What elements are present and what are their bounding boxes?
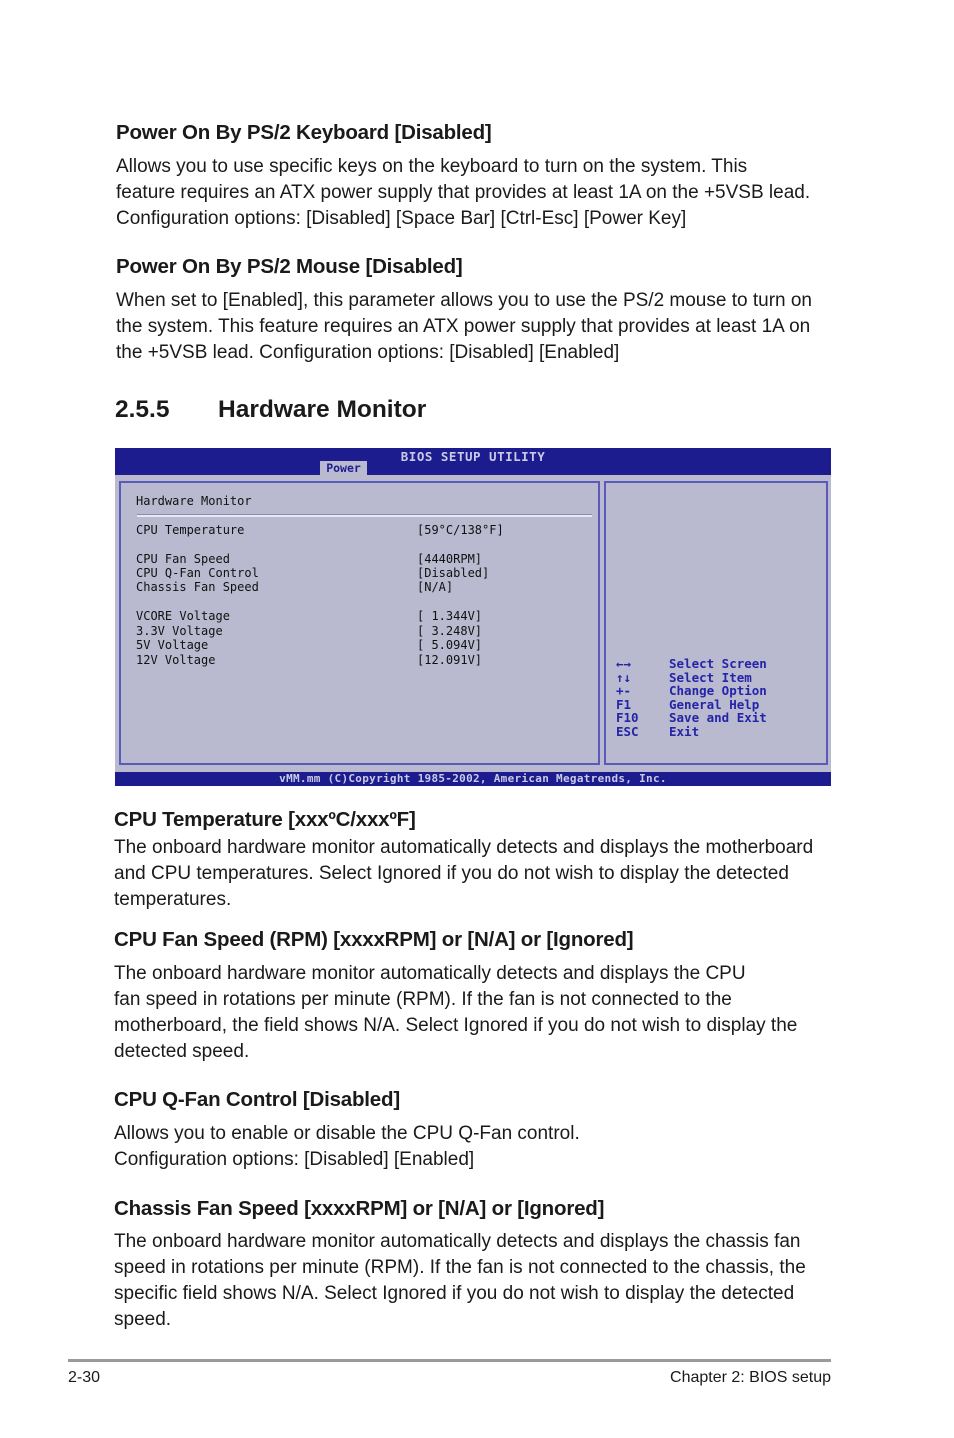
bios-row-value: [12.091V] [417,653,483,667]
bios-key-esc: ESC [616,724,639,739]
item-heading-chassis-fan: Chassis Fan Speed [xxxxRPM] or [N/A] or [Ignored] [114,1197,605,1220]
section-title [115,396,426,424]
paragraph-chassis-fan [114,1229,806,1333]
bios-title: BIOS SETUP UTILITY [400,449,546,464]
item-heading-cpu-qfan: CPU Q-Fan Control [Disabled] [114,1088,400,1111]
bios-copyright: vMM.mm (C)Copyright 1985-2002, American Megatrends, Inc. [279,772,667,785]
bios-row-label[interactable]: 3.3V Voltage [136,624,223,638]
footer-divider [68,1359,831,1362]
bios-row-label[interactable]: CPU Fan Speed [136,552,230,566]
paragraph-line: Allows you to enable or disable the CPU Q-Fan control. [114,1123,580,1144]
bios-settings-panel [119,481,600,765]
paragraph-line: detected speed. [114,1041,250,1062]
paragraph-cpu-temperature [114,835,813,913]
bios-row-label[interactable]: CPU Temperature [136,523,245,537]
paragraph-line: The onboard hardware monitor automatically detects and displays the chassis fan [114,1231,801,1252]
up-down-arrows-icon: ↑↓ [616,670,632,685]
paragraph-line: speed in rotations per minute (RPM). If the fan is not connected to the chassis, the [114,1257,806,1278]
plus-minus-icon: +- [616,683,632,698]
paragraph-line: feature requires an ATX power supply that provides at least 1A on the +5VSB lead. [116,182,811,203]
paragraph-line: When set to [Enabled], this parameter allows you to use the PS/2 mouse to turn on [116,290,812,311]
bios-status-bar [115,772,831,786]
bios-key-f1: F1 [616,697,632,712]
paragraph-line: and CPU temperatures. Select Ignored if you do not wish to display the detected [114,863,789,884]
bios-key-action: Exit [669,724,700,739]
bios-row-label[interactable]: CPU Q-Fan Control [136,566,259,580]
bios-screen [115,448,831,786]
bios-key-action: Select Item [669,670,752,685]
bios-row-value: [ 5.094V] [417,638,483,652]
bios-title-bar [115,448,831,475]
paragraph-ps2-mouse [116,288,812,366]
paragraph-line: temperatures. [114,889,232,910]
bios-key-action: Save and Exit [669,710,767,725]
bios-key-action: General Help [669,697,760,712]
bios-tab-power[interactable]: Power [320,461,367,475]
bios-row-value: [Disabled] [417,566,490,580]
paragraph-line: speed. [114,1309,172,1330]
bios-row-value: [ 1.344V] [417,609,483,623]
bios-row-label[interactable]: Chassis Fan Speed [136,580,259,594]
paragraph-line: the +5VSB lead. Configuration options: [Disabled] [Enabled] [116,342,620,363]
section-heading-ps2-mouse: Power On By PS/2 Mouse [Disabled] [116,255,463,278]
bios-key-f10: F10 [616,710,639,725]
paragraph-line: the system. This feature requires an ATX power supply that provides at least 1A on [116,316,811,337]
paragraph-line: Configuration options: [Disabled] [Space Bar] [Ctrl-Esc] [Power Key] [116,208,687,229]
bios-panel-divider [137,514,592,517]
bios-row-value: [59°C/138°F] [417,523,504,537]
paragraph-line: specific field shows N/A. Select Ignored if you do not wish to display the detected [114,1283,795,1304]
paragraph-line: Allows you to use specific keys on the keyboard to turn on the system. This [116,156,748,177]
section-number: 2.5.5 [115,396,170,423]
bios-row-value: [ 3.248V] [417,624,483,638]
chapter-label: Chapter 2: BIOS setup [670,1369,831,1386]
bios-key-action: Select Screen [669,656,767,671]
paragraph-line: The onboard hardware monitor automatically detects and displays the CPU [114,963,746,984]
item-heading-cpu-temperature: CPU Temperature [xxxºC/xxxºF] [114,808,416,831]
paragraph-cpu-qfan [114,1121,580,1173]
bios-row-value: [4440RPM] [417,552,483,566]
paragraph-ps2-keyboard [116,154,810,232]
paragraph-line: The onboard hardware monitor automatically detects and displays the motherboard [114,837,814,858]
page-number: 2-30 [68,1369,101,1386]
bios-help-panel [604,481,828,765]
item-heading-cpu-fan-speed: CPU Fan Speed (RPM) [xxxxRPM] or [N/A] or [Ignored] [114,928,634,951]
left-right-arrows-icon: ←→ [616,656,632,671]
bios-body [115,475,831,772]
section-title-text: Hardware Monitor [218,396,427,423]
bios-panel-heading: Hardware Monitor [136,494,252,508]
bios-row-label[interactable]: 12V Voltage [136,653,216,667]
paragraph-cpu-fan-speed [114,961,797,1065]
bios-row-value: [N/A] [417,580,454,594]
bios-row-label[interactable]: VCORE Voltage [136,609,230,623]
paragraph-line: Configuration options: [Disabled] [Enabled] [114,1149,475,1170]
paragraph-line: fan speed in rotations per minute (RPM). If the fan is not connected to the [114,989,732,1010]
paragraph-line: motherboard, the field shows N/A. Select Ignored if you do not wish to display the [114,1015,798,1036]
bios-row-label[interactable]: 5V Voltage [136,638,209,652]
bios-key-action: Change Option [669,683,767,698]
section-heading-ps2-keyboard: Power On By PS/2 Keyboard [Disabled] [116,121,492,144]
